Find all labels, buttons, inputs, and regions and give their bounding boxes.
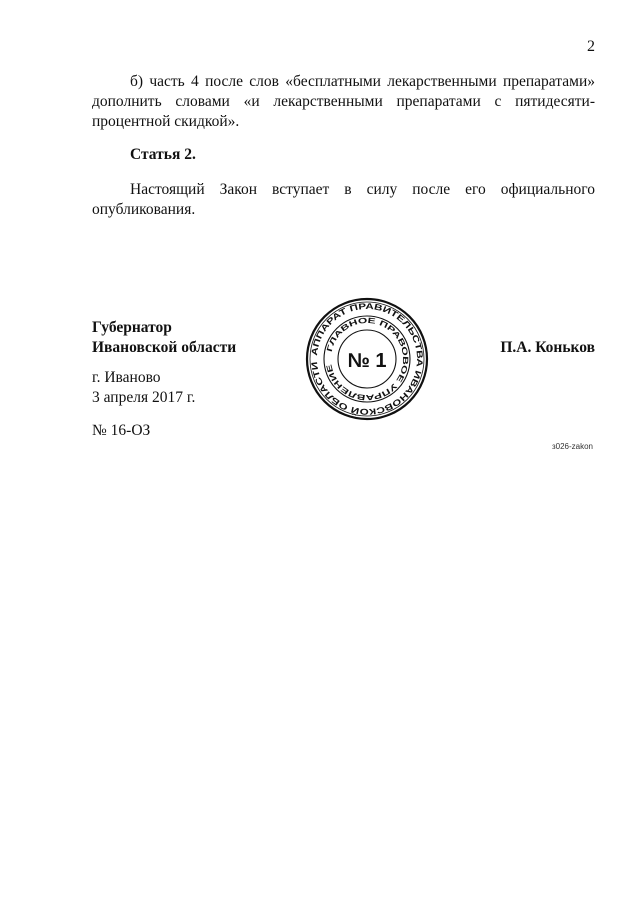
stamp-inner-text: ГЛАВНОЕ ПРАВОВОЕ УПРАВЛЕНИЕ: [324, 315, 411, 403]
official-stamp: [305, 297, 429, 421]
paragraph-b: б) часть 4 после слов «бесплатными лекарственными препаратами» дополнить словами «и лекарственными препаратами с пятидесяти-процентной скидкой».: [92, 73, 595, 130]
place-date: [92, 368, 195, 408]
date: 3 апреля 2017 г.: [92, 389, 196, 406]
signatory-title-line2: Ивановской области: [92, 339, 237, 356]
city: г. Иваново: [92, 369, 161, 386]
article-heading: Статья 2.: [130, 146, 196, 163]
paragraph-effect: Настоящий Закон вступает в силу после его официального опубликования.: [92, 181, 595, 218]
file-code: з026-zakon: [551, 442, 593, 451]
stamp-number: № 1: [347, 350, 387, 372]
stamp-ring-text: АППАРАТ ПРАВИТЕЛЬСТВА ИВАНОВСКОЙ ОБЛАСТИ: [309, 300, 426, 418]
page-number: 2: [587, 38, 595, 55]
signatory-name: П.А. Коньков: [500, 339, 595, 356]
law-number: № 16-ОЗ: [92, 422, 151, 439]
signatory-title: [92, 318, 236, 358]
signatory-title-line1: Губернатор: [92, 319, 172, 336]
